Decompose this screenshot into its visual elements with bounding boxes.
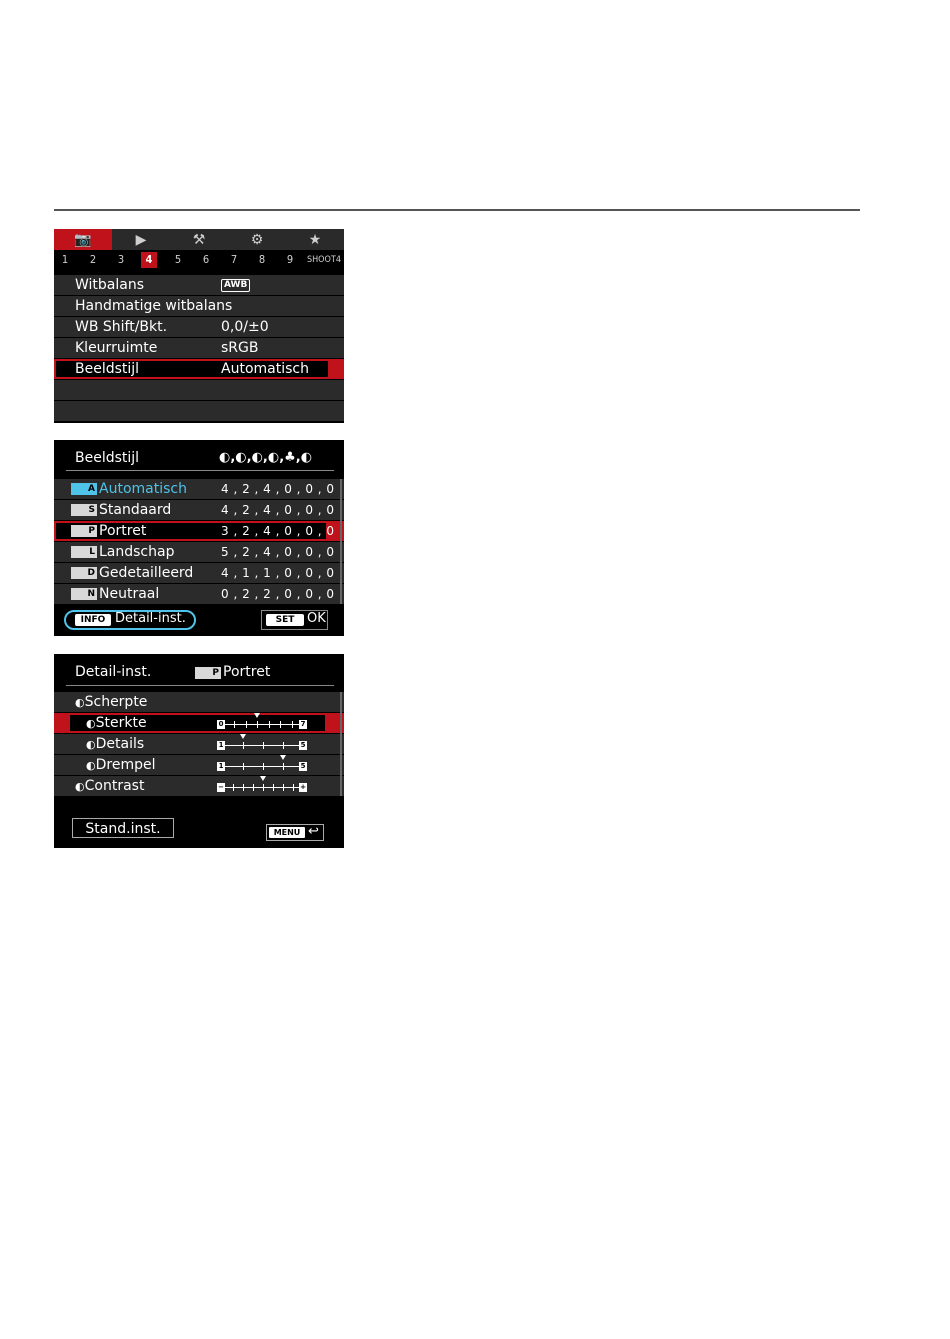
- param-label: Details: [95, 736, 145, 752]
- gauge-max-label: 7: [300, 720, 306, 728]
- return-icon: ↩: [308, 824, 319, 839]
- gauge-tick: [283, 742, 284, 749]
- gauge-tick: [293, 784, 294, 791]
- param-row-contrast[interactable]: [54, 776, 344, 796]
- contrast-icon: ◐: [75, 780, 85, 793]
- gauge-tick: [263, 742, 264, 749]
- gauge-max-label: 5: [300, 762, 306, 770]
- gauge-tick: [257, 721, 258, 728]
- awb-icon: AWB: [221, 279, 250, 292]
- gauge-tick: [243, 784, 244, 791]
- style-row-fine-detail[interactable]: [54, 563, 344, 583]
- gauge-min-label: 1: [218, 762, 224, 770]
- menu-item-value: 0,0/±0: [221, 319, 269, 335]
- page-number[interactable]: 1: [61, 253, 69, 266]
- contrast-gauge[interactable]: [217, 781, 309, 793]
- gauge-min-label: −: [218, 783, 224, 791]
- param-label: Sterkte: [95, 715, 147, 731]
- menu-item-empty: [54, 401, 344, 421]
- details-gauge[interactable]: [217, 739, 309, 751]
- gauge-tick: [234, 721, 235, 728]
- menu-return-button[interactable]: [266, 824, 324, 841]
- style-name: Automatisch: [99, 481, 187, 497]
- picture-style-icon: P: [71, 525, 97, 537]
- page-number[interactable]: 8: [258, 253, 266, 266]
- tab-my-menu[interactable]: [286, 229, 344, 250]
- style-name: Portret: [99, 523, 147, 539]
- style-name: Standaard: [99, 502, 172, 518]
- style-row-portrait[interactable]: [54, 521, 344, 541]
- set-button[interactable]: SET: [266, 614, 304, 626]
- gauge-tick: [246, 721, 247, 728]
- ok-label: OK: [307, 611, 326, 626]
- gauge-tick: [292, 721, 293, 728]
- detail-settings-screen: [54, 654, 344, 848]
- gauge-min-label: 1: [218, 741, 224, 749]
- gauge-tick: [283, 763, 284, 770]
- style-params: 0 , 2 , 2 , 0 , 0 , 0: [221, 587, 335, 601]
- style-params: 4 , 2 , 4 , 0 , 0 , 0: [221, 503, 335, 517]
- threshold-icon: ◐: [86, 759, 96, 772]
- menu-item-value: Automatisch: [221, 361, 309, 377]
- detail-settings-label: Detail-inst.: [115, 611, 186, 626]
- default-settings-button[interactable]: Stand.inst.: [72, 818, 174, 838]
- menu-item-label: Handmatige witbalans: [75, 298, 233, 314]
- menu-page-numbers: [54, 251, 344, 269]
- gauge-tick: [233, 784, 234, 791]
- gauge-tick: [243, 742, 244, 749]
- gauge-value-marker: [260, 776, 266, 781]
- page-number[interactable]: 6: [202, 253, 210, 266]
- gauge-max-label: 5: [300, 741, 306, 749]
- page-number[interactable]: 5: [174, 253, 182, 266]
- menu-item-label: WB Shift/Bkt.: [75, 319, 168, 335]
- style-row-auto[interactable]: [54, 479, 344, 499]
- camera-icon: 📷: [74, 231, 92, 248]
- page-number[interactable]: 3: [117, 253, 125, 266]
- tab-setup[interactable]: [170, 229, 228, 250]
- parameter-header-icons: ◐,◐,◐,◐,♣,◐: [219, 450, 313, 465]
- gauge-tick: [253, 784, 254, 791]
- style-row-standard[interactable]: [54, 500, 344, 520]
- menu-item-wb-shift[interactable]: [54, 317, 344, 337]
- scrollbar[interactable]: [340, 692, 342, 796]
- style-name: Landschap: [99, 544, 175, 560]
- gauge-value-marker: [240, 734, 246, 739]
- menu-tab-bar: [54, 229, 344, 250]
- menu-button-label: MENU: [269, 827, 305, 838]
- param-label: Drempel: [95, 757, 156, 773]
- header-divider: [66, 685, 334, 686]
- custom-function-icon: ⚙: [250, 231, 264, 248]
- style-params: 5 , 2 , 4 , 0 , 0 , 0: [221, 545, 335, 559]
- screen-title: Beeldstijl: [75, 450, 140, 466]
- param-row-sharpness[interactable]: [54, 692, 344, 712]
- wrench-icon: ⚒: [192, 231, 206, 248]
- style-name: Neutraal: [99, 586, 160, 602]
- gauge-tick: [263, 763, 264, 770]
- param-label: Scherpte: [84, 694, 148, 710]
- gauge-min-label: 0: [218, 720, 224, 728]
- picture-style-icon: A: [71, 483, 97, 495]
- menu-item-label: Beeldstijl: [75, 361, 140, 377]
- style-row-landscape[interactable]: [54, 542, 344, 562]
- page-number[interactable]: 9: [286, 253, 294, 266]
- style-row-neutral[interactable]: [54, 584, 344, 604]
- shooting-menu-screen: [54, 229, 344, 423]
- scrollbar[interactable]: [340, 479, 342, 604]
- gauge-tick: [243, 763, 244, 770]
- strength-gauge[interactable]: [217, 718, 309, 730]
- gauge-tick: [269, 721, 270, 728]
- menu-item-white-balance[interactable]: [54, 275, 344, 295]
- menu-item-custom-wb[interactable]: [54, 296, 344, 316]
- page-number[interactable]: 2: [89, 253, 97, 266]
- picture-style-icon: S: [71, 504, 97, 516]
- page-number[interactable]: 7: [230, 253, 238, 266]
- param-label: Contrast: [84, 778, 145, 794]
- gauge-tick: [280, 721, 281, 728]
- playback-icon: ▶: [135, 231, 147, 248]
- picture-style-icon: P: [195, 667, 221, 679]
- threshold-gauge[interactable]: [217, 760, 309, 772]
- menu-item-label: Witbalans: [75, 277, 145, 293]
- style-params: 4 , 2 , 4 , 0 , 0 , 0: [221, 482, 335, 496]
- gauge-max-label: +: [300, 783, 306, 791]
- param-row-strength[interactable]: [54, 713, 344, 733]
- details-icon: ◐: [86, 738, 96, 751]
- menu-item-label: Kleurruimte: [75, 340, 158, 356]
- selected-style-name: Portret: [223, 664, 271, 680]
- menu-item-color-space[interactable]: [54, 338, 344, 358]
- menu-item-empty: [54, 380, 344, 400]
- gauge-value-marker: [280, 755, 286, 760]
- picture-style-screen: [54, 440, 344, 636]
- style-params: 4 , 1 , 1 , 0 , 0 , 0: [221, 566, 335, 580]
- gauge-tick: [283, 784, 284, 791]
- header-divider: [66, 470, 334, 471]
- style-name: Gedetailleerd: [99, 565, 194, 581]
- page-number-active[interactable]: 4: [141, 252, 157, 268]
- param-row-threshold[interactable]: [54, 755, 344, 775]
- tab-playback[interactable]: [112, 229, 170, 250]
- strength-icon: ◐: [86, 717, 96, 730]
- param-row-details[interactable]: [54, 734, 344, 754]
- sharpness-icon: ◐: [75, 696, 85, 709]
- menu-item-value: sRGB: [221, 340, 259, 356]
- picture-style-icon: N: [71, 588, 97, 600]
- screen-title: Detail-inst.: [75, 664, 152, 680]
- tab-custom-functions[interactable]: [228, 229, 286, 250]
- info-button[interactable]: INFO: [75, 614, 111, 626]
- gauge-tick: [263, 784, 264, 791]
- gauge-value-marker: [254, 713, 260, 718]
- style-params: 3 , 2 , 4 , 0 , 0 , 0: [221, 524, 335, 538]
- page-rule: [54, 209, 860, 211]
- picture-style-icon: L: [71, 546, 97, 558]
- gauge-tick: [273, 784, 274, 791]
- tab-shooting[interactable]: [54, 229, 112, 250]
- star-icon: ★: [308, 231, 322, 248]
- picture-style-icon: D: [71, 567, 97, 579]
- menu-item-picture-style[interactable]: [54, 359, 344, 379]
- page-number[interactable]: SHOOT4: [306, 255, 342, 265]
